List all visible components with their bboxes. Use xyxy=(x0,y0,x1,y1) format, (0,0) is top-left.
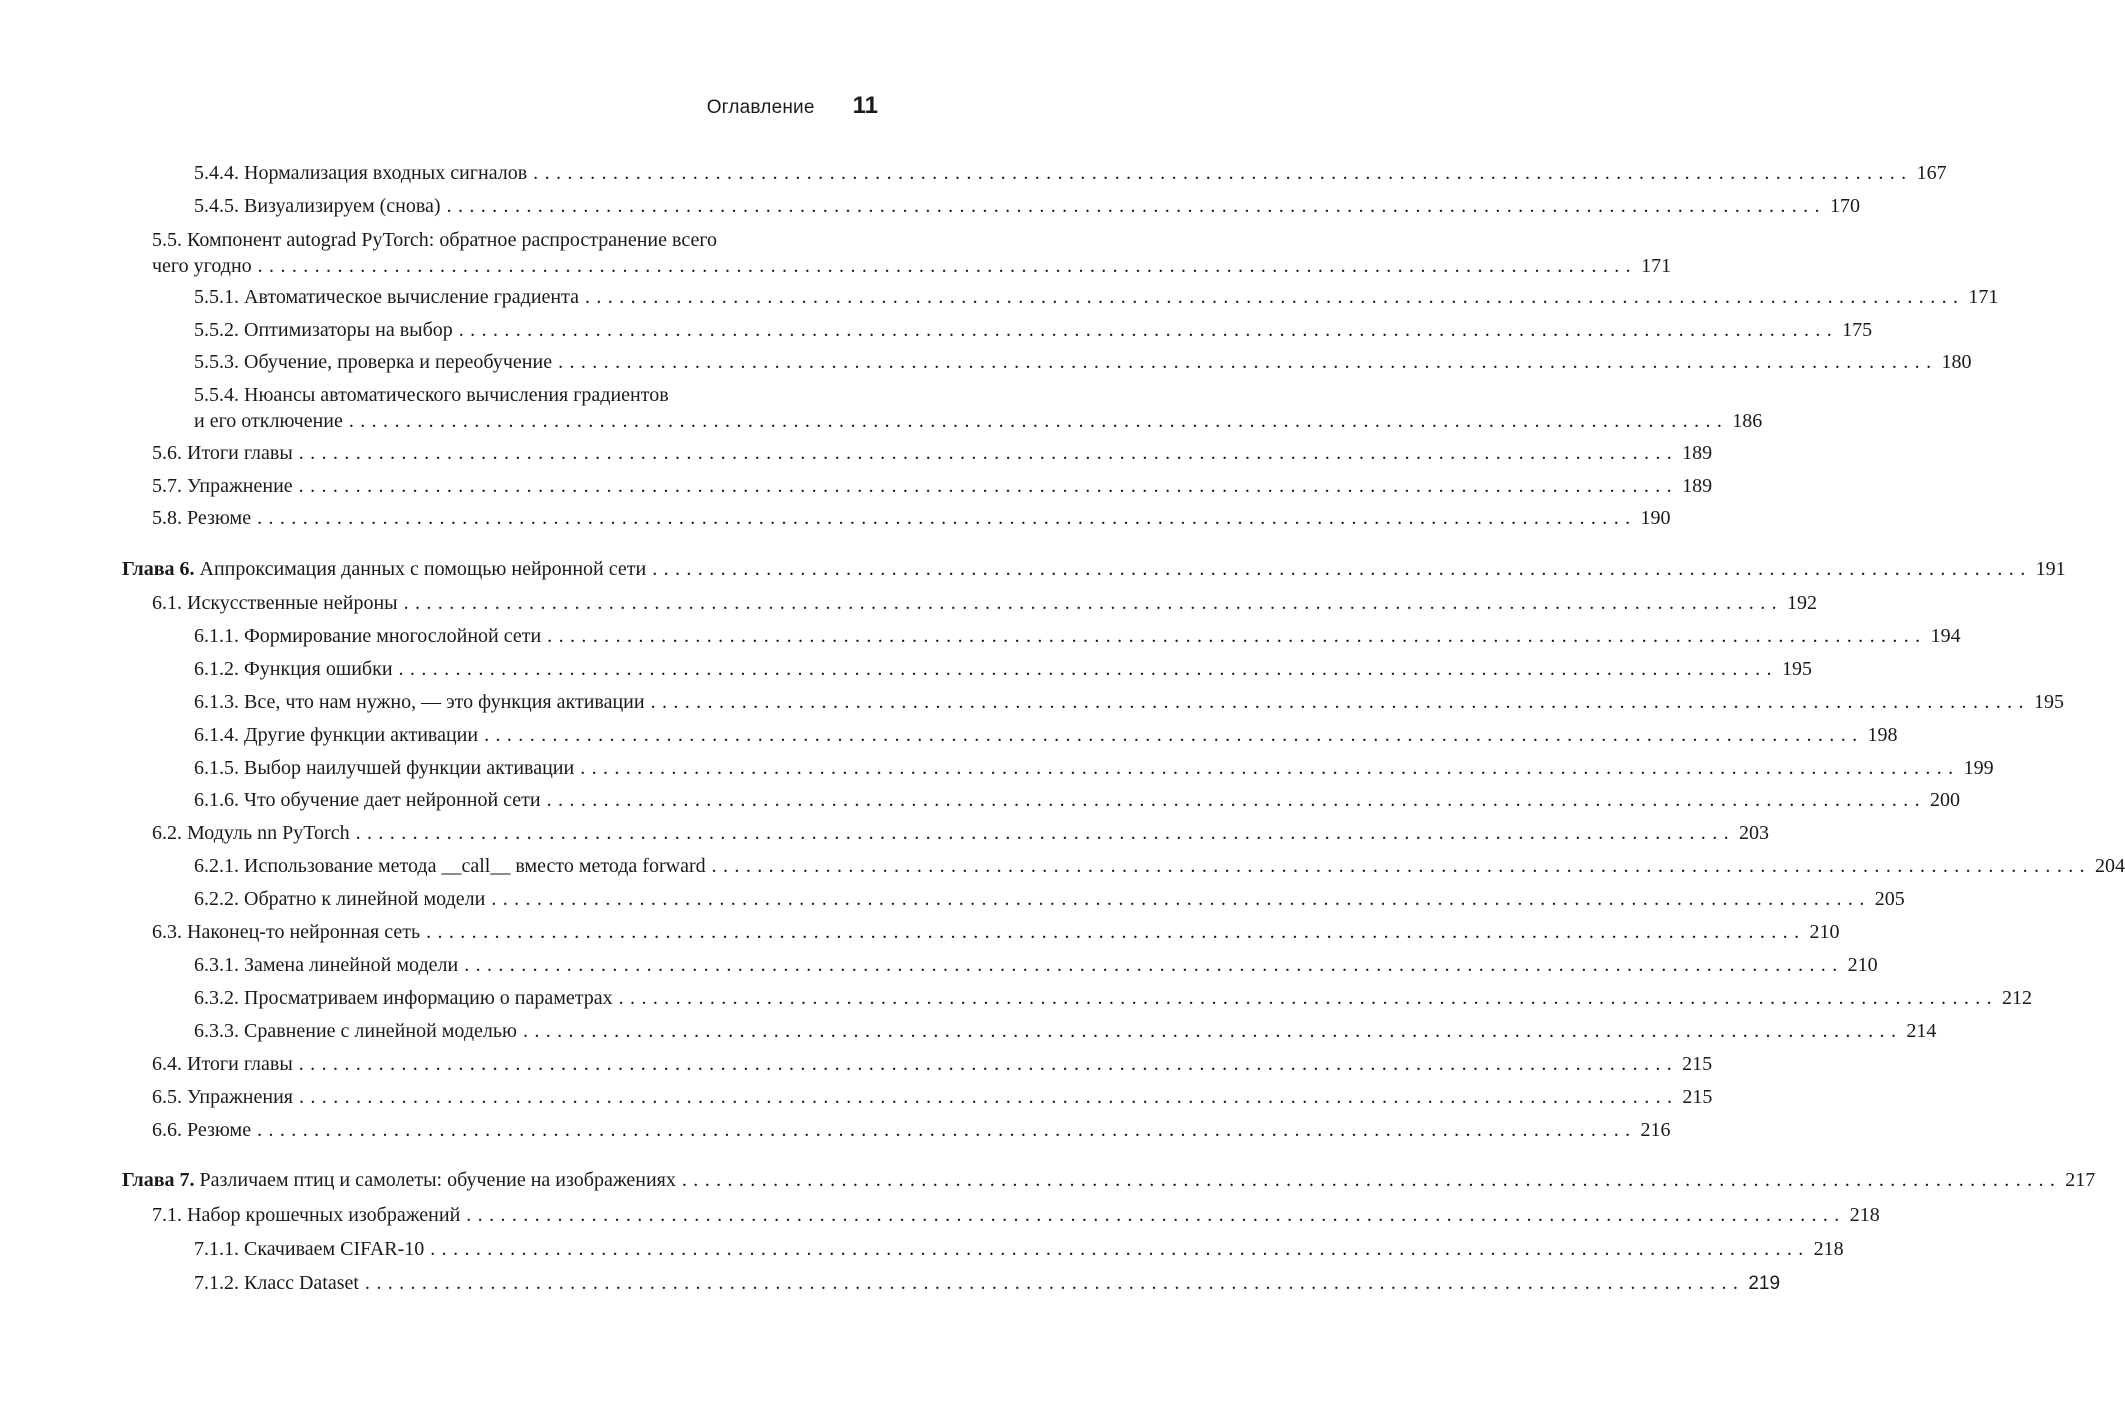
toc-entry-page: 192 xyxy=(1787,592,1818,614)
dot-leader: ......................................................................................................................... xyxy=(364,1272,1745,1294)
toc-entry-title: Класс Dataset xyxy=(244,1272,359,1294)
toc-entry-page: 167 xyxy=(1916,162,1947,184)
toc-entry-number: 6.1.2. xyxy=(194,658,239,680)
toc-entry-number: 6.1.4. xyxy=(194,724,239,746)
dot-leader: ......................................................................................................................... xyxy=(618,987,1999,1009)
toc-entry-number: 6.2.2. xyxy=(194,888,239,910)
dot-leader: ......................................................................................................................... xyxy=(711,855,2092,877)
toc-entry-6-2-1[interactable] xyxy=(194,853,2125,879)
toc-entry-number: 6.1.5. xyxy=(194,757,239,779)
toc-entry-5-4-5[interactable] xyxy=(194,193,1860,219)
toc-entry-6-4[interactable] xyxy=(152,1051,1713,1077)
toc-entry-title: Резюме xyxy=(187,507,252,529)
toc-entry-7-1-1[interactable] xyxy=(194,1236,1844,1262)
toc-entry-page: 218 xyxy=(1849,1204,1880,1226)
toc-entry-page: 210 xyxy=(1847,954,1878,976)
toc-entry-page: 189 xyxy=(1682,442,1713,464)
toc-entry-5-5-2[interactable] xyxy=(194,317,1873,343)
toc-entry-page: 189 xyxy=(1682,475,1713,497)
toc-entry-6-5[interactable] xyxy=(152,1084,1713,1110)
toc-entry-number: 6.5. xyxy=(152,1086,182,1108)
toc-entry-title: Нормализация входных сигналов xyxy=(244,162,528,184)
toc-entry-number: 6.1. xyxy=(152,592,182,614)
toc-entry-page: 195 xyxy=(1781,658,1812,680)
toc-entry-page: 204 xyxy=(2095,855,2125,877)
section-title: Оглавление xyxy=(706,97,815,118)
dot-leader: ......................................................................................................................... xyxy=(257,507,1637,529)
toc-entry-number: 5.4.4. xyxy=(194,162,239,184)
toc-entry-page: 175 xyxy=(1842,319,1873,341)
toc-entry-title: Резюме xyxy=(187,1119,252,1141)
dot-leader: ......................................................................................................................... xyxy=(257,255,1638,277)
toc-entry-6-1-5[interactable] xyxy=(194,755,1994,781)
dot-leader: ......................................................................................................................... xyxy=(446,195,1826,217)
toc-entry-5-5-3[interactable] xyxy=(194,349,1972,375)
toc-entry-6-1-2[interactable] xyxy=(194,656,1812,682)
dot-leader: ......................................................................................................................... xyxy=(355,822,1735,844)
toc-entry-6-2-2[interactable] xyxy=(194,886,1905,912)
dot-leader: ......................................................................................................................... xyxy=(522,1020,1903,1042)
toc-entry-page: 186 xyxy=(1732,410,1763,432)
toc-entry-number: 7.1.2. xyxy=(194,1272,239,1294)
toc-entry-title: Оптимизаторы на выбор xyxy=(244,319,453,341)
toc-entry-5-5-4[interactable] xyxy=(194,382,1763,434)
toc-entry-title: Выбор наилучшей функции активации xyxy=(244,757,575,779)
toc-entry-page: 210 xyxy=(1809,921,1840,943)
dot-leader: ......................................................................................................................... xyxy=(533,162,1913,184)
chapter-title: Аппроксимация данных с помощью нейронной сети xyxy=(199,558,647,580)
toc-entry-6-3-3[interactable] xyxy=(194,1018,1937,1044)
dot-leader: ......................................................................................................................... xyxy=(585,286,1965,308)
toc-entry-number: 6.1.3. xyxy=(194,691,239,713)
dot-leader: ......................................................................................................................... xyxy=(580,757,1960,779)
toc-entry-page: 180 xyxy=(1941,351,1972,373)
toc-entry-6-1-1[interactable] xyxy=(194,623,1961,649)
toc-entry-number: 7.1.1. xyxy=(194,1238,239,1260)
toc-entry-title: Итоги главы xyxy=(187,1053,293,1075)
toc-entry-number: 6.4. xyxy=(152,1053,182,1075)
toc-entry-page: 205 xyxy=(1874,888,1905,910)
toc-chapter-7[interactable] xyxy=(122,1167,2096,1193)
dot-leader: ......................................................................................................................... xyxy=(257,1119,1637,1141)
toc-entry-number: 5.4.5. xyxy=(194,195,239,217)
toc-entry-number: 5.8. xyxy=(152,507,182,529)
toc-entry-page: 200 xyxy=(1930,789,1961,811)
chapter-number: Глава 7. xyxy=(122,1169,195,1191)
toc-entry-title: Использование метода __call__ вместо метода forward xyxy=(244,855,706,877)
toc-entry-title: Наконец-то нейронная сеть xyxy=(187,921,421,943)
toc-entry-title: Набор крошечных изображений xyxy=(187,1204,461,1226)
toc-entry-6-6[interactable] xyxy=(152,1117,1671,1143)
toc-entry-6-1-3[interactable] xyxy=(194,689,2064,715)
toc-entry-page: 199 xyxy=(1963,757,1994,779)
dot-leader: ......................................................................................................................... xyxy=(650,691,2030,713)
dot-leader: ......................................................................................................................... xyxy=(558,351,1938,373)
toc-entry-page: 215 xyxy=(1682,1086,1713,1108)
toc-entry-title-line1: Компонент autograd PyTorch: обратное распространение всего xyxy=(187,229,718,251)
toc-entry-page: 212 xyxy=(2002,987,2033,1009)
toc-entry-title: Просматриваем информацию о параметрах xyxy=(244,987,613,1009)
toc-entry-6-3-2[interactable] xyxy=(194,985,2033,1011)
toc-entry-page: 219 xyxy=(1748,1273,1781,1294)
toc-entry-title-line1: Нюансы автоматического вычисления градиентов xyxy=(244,384,669,406)
toc-entry-number: 6.2. xyxy=(152,822,182,844)
dot-leader: ......................................................................................................................... xyxy=(546,789,1927,811)
dot-leader: ......................................................................................................................... xyxy=(464,954,1844,976)
toc-entry-title: Замена линейной модели xyxy=(244,954,459,976)
toc-entry-page: 198 xyxy=(1867,724,1898,746)
toc-entry-number: 6.3. xyxy=(152,921,182,943)
toc-chapter-6[interactable] xyxy=(122,556,2066,582)
toc-entry-number: 6.6. xyxy=(152,1119,182,1141)
toc-entry-title: Другие функции активации xyxy=(244,724,479,746)
toc-entry-number: 5.6. xyxy=(152,442,182,464)
toc-entry-5-8[interactable] xyxy=(152,505,1671,531)
toc-entry-title: Функция ошибки xyxy=(244,658,393,680)
chapter-number: Глава 6. xyxy=(122,558,195,580)
dot-leader: ......................................................................................................................... xyxy=(426,921,1806,943)
toc-entry-6-3[interactable] xyxy=(152,919,1840,945)
dot-leader: ......................................................................................................................... xyxy=(298,442,1679,464)
toc-entry-5-5[interactable] xyxy=(152,227,1672,279)
toc-entry-number: 5.5.4. xyxy=(194,384,239,406)
toc-entry-number: 5.5. xyxy=(152,229,182,251)
toc-entry-number: 6.3.2. xyxy=(194,987,239,1009)
toc-entry-title: Итоги главы xyxy=(187,442,293,464)
toc-entry-number: 6.2.1. xyxy=(194,855,239,877)
toc-entry-6-2[interactable] xyxy=(152,820,1769,846)
toc-entry-page: 203 xyxy=(1739,822,1769,844)
toc-entry-title: Обратно к линейной модели xyxy=(244,888,486,910)
toc-entry-title: Обучение, проверка и переобучение xyxy=(244,351,553,373)
dot-leader: ......................................................................................................................... xyxy=(298,475,1679,497)
chapter-title: Различаем птиц и самолеты: обучение на изображениях xyxy=(199,1169,676,1191)
toc-entry-title: Что обучение дает нейронной сети xyxy=(244,789,541,811)
toc-entry-5-7[interactable] xyxy=(152,473,1713,499)
toc-entry-6-3-1[interactable] xyxy=(194,952,1878,978)
dot-leader: ......................................................................................................................... xyxy=(458,319,1839,341)
dot-leader: ......................................................................................................................... xyxy=(299,1086,1679,1108)
toc-entry-title-line2: и его отключение xyxy=(194,410,343,432)
toc-entry-6-1-4[interactable] xyxy=(194,722,1898,748)
toc-entry-number: 6.1.1. xyxy=(194,625,239,647)
toc-entry-page: 191 xyxy=(2035,558,2066,580)
toc-entry-7-1[interactable] xyxy=(152,1202,1880,1228)
toc-entry-title: Сравнение с линейной моделью xyxy=(244,1020,517,1042)
toc-entry-page: 215 xyxy=(1682,1053,1713,1075)
toc-entry-page: 190 xyxy=(1640,507,1671,529)
toc-entry-number: 6.1.6. xyxy=(194,789,239,811)
toc-entry-title: Визуализируем (снова) xyxy=(244,195,441,217)
toc-entry-5-5-1[interactable] xyxy=(194,284,1999,310)
toc-entry-page: 194 xyxy=(1930,625,1961,647)
toc-entry-title: Упражнения xyxy=(187,1086,293,1108)
toc-entry-title: Формирование многослойной сети xyxy=(244,625,542,647)
toc-entry-page: 195 xyxy=(2033,691,2064,713)
dot-leader: ......................................................................................................................... xyxy=(466,1204,1846,1226)
dot-leader: ......................................................................................................................... xyxy=(491,888,1871,910)
dot-leader: ......................................................................................................................... xyxy=(681,1169,2062,1191)
toc-entry-number: 6.3.3. xyxy=(194,1020,239,1042)
toc-entry-number: 6.3.1. xyxy=(194,954,239,976)
dot-leader: ......................................................................................................................... xyxy=(398,658,1778,680)
toc-entry-page: 171 xyxy=(1968,286,1999,308)
toc-entry-title: Автоматическое вычисление градиента xyxy=(244,286,579,308)
toc-entry-title: Искусственные нейроны xyxy=(187,592,398,614)
toc-entry-title: Упражнение xyxy=(187,475,293,497)
dot-leader: ......................................................................................................................... xyxy=(484,724,1864,746)
toc-entry-title: Скачиваем CIFAR-10 xyxy=(244,1238,425,1260)
toc-entry-number: 5.7. xyxy=(152,475,182,497)
dot-leader: ......................................................................................................................... xyxy=(298,1053,1679,1075)
toc-entry-title-line2: чего угодно xyxy=(152,255,252,277)
toc-entry-title: Все, что нам нужно, — это функция активации xyxy=(244,691,645,713)
toc-entry-number: 7.1. xyxy=(152,1204,182,1226)
toc-entry-page: 218 xyxy=(1813,1238,1844,1260)
toc-entry-page: 171 xyxy=(1641,255,1672,277)
toc-entry-number: 5.5.1. xyxy=(194,286,239,308)
toc-entry-page: 217 xyxy=(2065,1169,2096,1191)
page-number: 11 xyxy=(852,92,878,119)
toc-entry-page: 214 xyxy=(1906,1020,1937,1042)
toc-entry-page: 170 xyxy=(1829,195,1860,217)
toc-entry-number: 5.5.3. xyxy=(194,351,239,373)
toc-entry-title: Модуль nn PyTorch xyxy=(187,822,350,844)
toc-entry-6-1-6[interactable] xyxy=(194,787,1961,813)
toc-entry-6-1[interactable] xyxy=(152,590,1818,616)
dot-leader: ......................................................................................................................... xyxy=(430,1238,1810,1260)
toc-entry-5-6[interactable] xyxy=(152,440,1713,466)
toc-entry-5-4-4[interactable] xyxy=(194,160,1947,186)
dot-leader: ......................................................................................................................... xyxy=(652,558,2032,580)
toc-entry-page: 216 xyxy=(1640,1119,1671,1141)
toc-entry-number: 5.5.2. xyxy=(194,319,239,341)
dot-leader: ......................................................................................................................... xyxy=(547,625,1927,647)
toc-entry-7-1-2[interactable] xyxy=(194,1270,1781,1297)
dot-leader: ......................................................................................................................... xyxy=(348,410,1729,432)
dot-leader: ......................................................................................................................... xyxy=(403,592,1784,614)
